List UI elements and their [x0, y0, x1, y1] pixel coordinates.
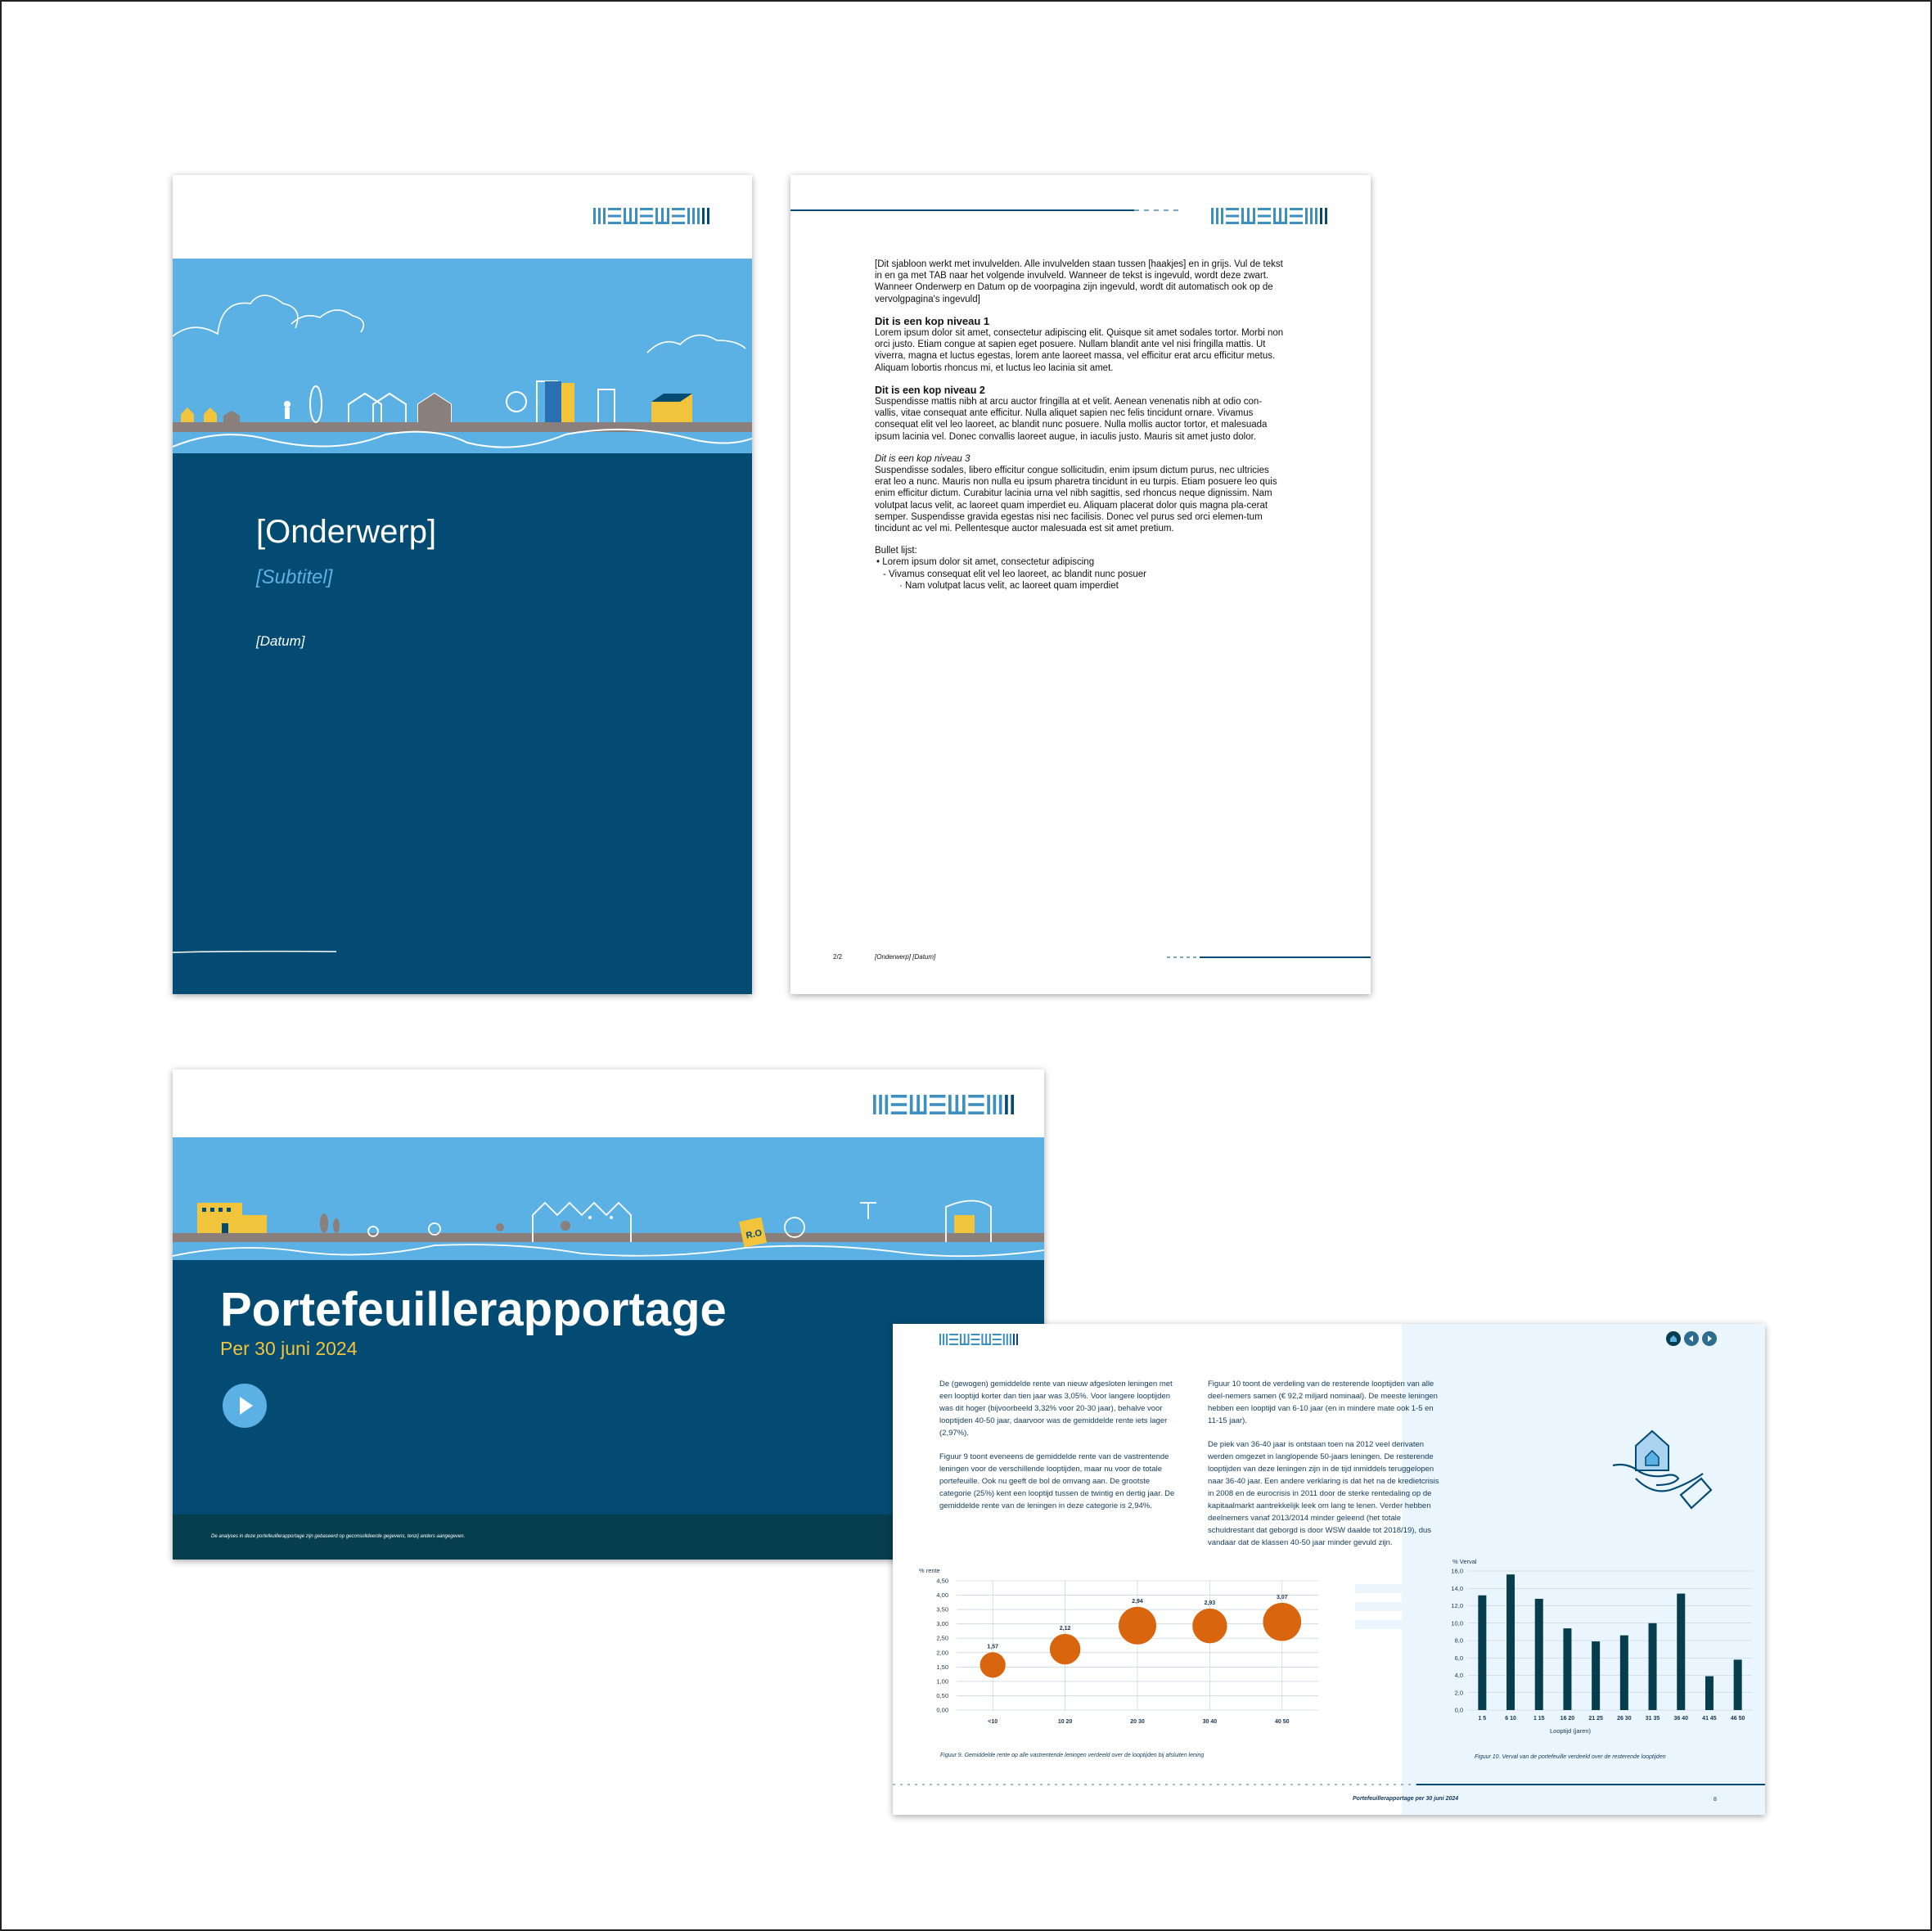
- y-axis-label: % Verval: [1452, 1558, 1477, 1565]
- x-axis-label: Looptijd (jaren): [1549, 1727, 1592, 1735]
- y-tick-label: 3,50: [936, 1605, 948, 1614]
- bar: [1478, 1596, 1486, 1710]
- page-number: 2/2: [833, 953, 843, 961]
- report-footer-text: Portefeuillerapportage per 30 juni 2024: [1353, 1796, 1459, 1802]
- footer-rule: [1167, 955, 1371, 960]
- x-tick-label: 41 45: [1702, 1716, 1717, 1722]
- y-tick-label: 2,0: [1454, 1689, 1463, 1697]
- paragraph-2: Suspendisse mattis nibh at arcu auctor fringilla at et velit. Aenean venenatis nibh at odio con-vallis, vitae consequat ante efficitur. Nulla aliquet sapien nec felis tincidunt ornare. Vivamus consequat elit vel leo laoreet, ac blandit nunc posuere. Nulla mollis auctor tortor, et malesuada ipsum lacinia vel. Donec convallis laoreet augue, in iaculis justo. Mauris sit amet justo dolor.: [875, 397, 1268, 442]
- data-label: 1,57: [987, 1644, 999, 1650]
- y-tick-label: 2,00: [936, 1649, 948, 1657]
- x-tick-label: 6 10: [1505, 1716, 1516, 1722]
- prev-button[interactable]: [1684, 1331, 1699, 1346]
- right-paragraph-2: De piek van 36-40 jaar is ontstaan toen na 2012 veel derivaten werden omgezet in langlopende 50-jaars leningen. De resterende looptijden van deze leningen zijn in de tijd inmiddels teruggelopen naar 36-40 jaar. Een andere verklaring is dat het na de kredietcrisis in 2008 en de eurocrisis in 2011 door de sterke rentedaling op de kapitaalmarkt aantrekkelijk leek om lang te lenen. Verder hebben deelnemers vanaf 2013/2014 minder geleend (het totale schuldrestant dat geborgd is door WSW daalde tot 2018/19), dus vandaar dat de klassen 40-50 jaar minder gevuld zijn.: [1208, 1440, 1439, 1547]
- cover-date: [Datum]: [256, 633, 305, 649]
- svg-text:R.O: R.O: [745, 1227, 763, 1241]
- bar: [1506, 1574, 1515, 1710]
- y-tick-label: 14,0: [1451, 1584, 1463, 1592]
- x-tick-label: 20 30: [1130, 1719, 1145, 1725]
- data-label: 2,12: [1059, 1625, 1071, 1632]
- data-label: 3,07: [1276, 1594, 1288, 1600]
- x-tick-label: <10: [988, 1719, 998, 1725]
- nav-buttons: [1666, 1331, 1720, 1346]
- bar: [1705, 1677, 1714, 1710]
- right-paragraph-1: Figuur 10 toont de verdeling van de resterende looptijden van alle deel-nemers samen (€ 92,2 miljard nominaal). De meeste leningen hebben een looptijd van 6-10 jaar (en in mindere mate ook 1-5 en 11-15 jaar).: [1208, 1380, 1438, 1425]
- disclaimer-text: De analyses in deze portefeuillerapportage zijn gebaseerd op geconsolideerde gegevens, tenzij anders aangegeven.: [211, 1534, 466, 1539]
- x-tick-labels: [1478, 1716, 1745, 1722]
- intro-text[interactable]: [Dit sjabloon werkt met invulvelden. Alle invulvelden staan tussen [haakjes] en in grijs. Vul de tekst in en ga met TAB naar het volgende invulveld. Wanneer de tekst is ingevuld, wordt deze zwart. Wanneer Onderwerp en Datum op de voorpagina zijn ingevuld, wordt dit automatisch ook op de vervolgpagina's ingevuld]: [875, 259, 1283, 304]
- bar: [1649, 1623, 1657, 1710]
- header-rule: [790, 208, 1183, 213]
- prev-icon: [1684, 1331, 1699, 1346]
- figure-9-chart: [909, 1563, 1335, 1735]
- paragraph-3: Suspendisse sodales, libero efficitur congue sollicitudin, enim ipsum dictum purus, nec ultricies erat leo a nunc. Mauris non nulla eu ipsum pharetra tincidunt in eu turpis. Etiam posuere leo quis enim efficitur dictum. Curabitur lacinia urna vel nibh sagittis, sed rhoncus neque dignissim. Nam volutpat lacus velit, ac laoreet quam imperdiet eu. Aliquam placerat dolor quis magna pla-cerat semper. Suspendisse gravida egestas nisi nec facilisis. Donec vel purus sed orci elemen-tum tincidunt ac vel mi. Pellentesque auctor malesuada est sit amet pretium.: [875, 466, 1277, 534]
- y-tick-label: 4,50: [936, 1577, 948, 1585]
- cover-title: [Onderwerp]: [256, 514, 437, 550]
- y-tick-label: 0,00: [936, 1706, 948, 1714]
- y-tick-label: 12,0: [1451, 1602, 1463, 1609]
- x-tick-label: 16 20: [1560, 1716, 1575, 1722]
- y-tick-label: 8,0: [1454, 1636, 1463, 1645]
- cover-bottom-line: [173, 949, 752, 956]
- wsw-logo-icon: [873, 1095, 1014, 1114]
- data-label: 2,94: [1132, 1598, 1143, 1605]
- bullet-item: • Lorem ipsum dolor sit amet, consectetur adipiscing: [876, 557, 1095, 568]
- x-tick-labels: [988, 1719, 1289, 1725]
- wsw-logo-icon: [1211, 208, 1327, 224]
- next-button[interactable]: [1702, 1331, 1717, 1346]
- figure-10-caption: Figuur 10. Verval van de portefeuille verdeeld over de resterende looptijden: [1475, 1754, 1666, 1760]
- y-tick-label: 1,50: [936, 1663, 948, 1671]
- bar: [1734, 1659, 1742, 1710]
- y-tick-label: 16,0: [1451, 1567, 1463, 1575]
- home-icon: [1666, 1331, 1681, 1346]
- heading-level-1: Dit is een kop niveau 1: [875, 314, 990, 327]
- figure-10-chart: [1429, 1555, 1764, 1735]
- hand-house-icon: [1611, 1425, 1714, 1515]
- x-tick-label: 36 40: [1673, 1716, 1689, 1722]
- wsw-logo-icon: [593, 208, 709, 224]
- y-tick-label: 1,00: [936, 1677, 948, 1686]
- chart-marks: [1478, 1574, 1741, 1710]
- decor-stripes: [1355, 1584, 1404, 1633]
- data-label: 2,93: [1204, 1600, 1216, 1606]
- bubble: [1119, 1607, 1156, 1645]
- cover-illustration: [173, 259, 752, 453]
- y-tick-label: 4,00: [936, 1591, 948, 1600]
- heading-level-2: Dit is een kop niveau 2: [875, 384, 985, 396]
- y-tick-label: 4,0: [1454, 1672, 1463, 1679]
- heading-level-3: Dit is een kop niveau 3: [875, 453, 971, 464]
- bubble: [1263, 1603, 1301, 1641]
- report-page: [893, 1324, 1765, 1815]
- presentation-illustration: [173, 1137, 1044, 1260]
- bubble: [980, 1652, 1006, 1677]
- report-left-column: [939, 1378, 1182, 1524]
- bullet-item: - Vivamus consequat elit vel leo laoreet, ac blandit nunc posuer: [883, 569, 1146, 579]
- bullet-list-title: Bullet lijst:: [875, 546, 917, 556]
- x-tick-label: 46 50: [1730, 1716, 1745, 1722]
- cover-body: [173, 453, 752, 994]
- left-paragraph-1: De (gewogen) gemiddelde rente van nieuw afgesloten leningen met een looptijd korter dan tien jaar was 3,05%. Voor langere looptijden was dit hoger (bijvoorbeeld 3,32% voor 20-30 jaar), behalve voor looptijden 40-50 jaar, daarvoor was de gemiddelde rente iets lager (2,97%).: [939, 1380, 1173, 1438]
- bubble: [1192, 1609, 1227, 1643]
- y-tick-label: 0,0: [1454, 1706, 1463, 1714]
- y-tick-label: 3,00: [936, 1620, 948, 1628]
- y-tick-labels: [1451, 1568, 1463, 1714]
- bar: [1535, 1599, 1543, 1710]
- x-tick-label: 26 30: [1617, 1716, 1632, 1722]
- x-tick-label: 1 15: [1533, 1716, 1545, 1722]
- x-tick-label: 21 25: [1588, 1716, 1603, 1722]
- document-body: [875, 259, 1284, 592]
- left-paragraph-2: Figuur 9 toont eveneens de gemiddelde rente van de vastrentende leningen voor de verschillende looptijden, maar nu voor de totale portefeuille. Ook nu geeft de bol de omvang aan. De grootste categorie (25%) kent een looptijd tussen de twintig en dertig jaar. De gemiddelde rente van de leningen in deze categorie is 2,94%.: [939, 1452, 1175, 1510]
- y-tick-label: 10,0: [1451, 1619, 1463, 1627]
- x-tick-label: 31 35: [1645, 1716, 1660, 1722]
- report-right-column: [1208, 1378, 1443, 1560]
- chart-marks: [980, 1595, 1302, 1678]
- x-tick-label: 10 20: [1057, 1719, 1073, 1725]
- footer-rule: [893, 1782, 1765, 1787]
- y-tick-labels: [936, 1578, 948, 1714]
- cover-page: [173, 175, 752, 994]
- bubble: [1050, 1634, 1080, 1664]
- home-button[interactable]: [1666, 1331, 1681, 1346]
- play-icon: [223, 1384, 267, 1428]
- paragraph-1: Lorem ipsum dolor sit amet, consectetur adipiscing elit. Quisque sit amet sodales tortor. Morbi non orci justo. Etiam congue at sapien eget posuere. Nullam blandit ante vel nisi fringilla mattis. Ut viverra, magna et luctus egestas, lorem ante laoreet massa, vel efficitur erat arcu efficitur metus. Aliquam lobortis rhoncus mi, et luctus leo lacinia sit amet.: [875, 328, 1284, 373]
- document-page: [790, 175, 1371, 994]
- bar: [1592, 1641, 1600, 1710]
- report-page-number: 8: [1714, 1797, 1717, 1803]
- cover-subtitle: [Subtitel]: [256, 566, 333, 588]
- y-tick-label: 2,50: [936, 1634, 948, 1642]
- x-tick-label: 30 40: [1202, 1719, 1218, 1725]
- bullet-item: · Nam volutpat lacus velit, ac laoreet quam imperdiet: [899, 580, 1119, 591]
- next-icon: [1702, 1331, 1717, 1346]
- bar: [1563, 1628, 1571, 1710]
- presentation-subtitle: Per 30 juni 2024: [220, 1338, 358, 1359]
- play-button[interactable]: [223, 1384, 267, 1428]
- figure-9-caption: Figuur 9. Gemiddelde rente op alle vastrentende leningen verdeeld over de looptijden bij afsluiten lening: [940, 1753, 1205, 1758]
- x-tick-label: 1 5: [1478, 1716, 1487, 1722]
- y-axis-label: % rente: [919, 1567, 940, 1574]
- wsw-logo-icon: [939, 1334, 1018, 1345]
- bar: [1677, 1594, 1685, 1710]
- bar: [1620, 1636, 1628, 1710]
- y-tick-label: 0,50: [936, 1691, 948, 1699]
- x-tick-label: 40 50: [1275, 1719, 1290, 1725]
- presentation-title: Portefeuillerapportage: [220, 1283, 727, 1336]
- footer-text: [Onderwerp] [Datum]: [875, 953, 936, 961]
- y-tick-label: 6,0: [1454, 1654, 1463, 1662]
